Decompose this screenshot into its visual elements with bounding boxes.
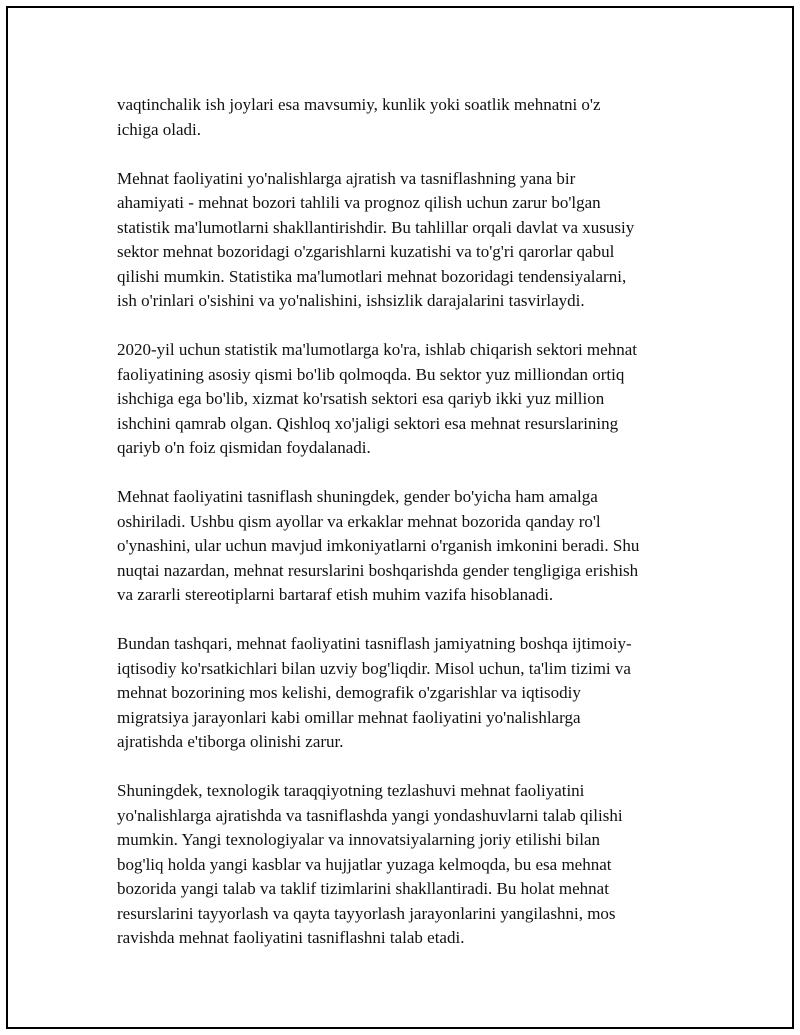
text-line: migratsiya jarayonlari kabi omillar mehnat faoliyatini yo'nalishlarga [117,707,581,727]
document-body [117,93,687,975]
text-line: resurslarini tayyorlash va qayta tayyorlash jarayonlarini yangilashni, mos [117,903,616,923]
text-line: ajratishda e'tiborga olinishi zarur. [117,732,344,751]
text-line: sektor mehnat bozoridagi o'zgarishlarni kuzatishi va to'g'ri qarorlar qabul [117,242,615,261]
text-line: vaqtinchalik ish joylari esa mavsumiy, kunlik yoki soatlik mehnatni o'z [117,95,601,114]
text-line: statistik ma'lumotlarni shakllantirishdir. Bu tahlillar orqali davlat va xususiy [117,217,635,237]
text-line: qilishi mumkin. Statistika ma'lumotlari mehnat bozoridagi tendensiyalarni, [117,266,627,286]
text-line: ravishda mehnat faoliyatini tasniflashni talab etadi. [117,928,465,947]
text-line: va zararli stereotiplarni bartaraf etish muhim vazifa hisoblanadi. [117,585,554,604]
text-line: mehnat bozorining mos kelishi, demografik o'zgarishlar va iqtisodiy [117,683,581,702]
text-line: Mehnat faoliyatini tasniflash shuningdek, gender bo'yicha ham amalga [117,487,598,506]
text-line: qariyb o'n foiz qismidan foydalanadi. [117,438,371,457]
paragraph-4 [117,485,687,608]
text-line: 2020-yil uchun statistik ma'lumotlarga ko'ra, ishlab chiqarish sektori mehnat [117,340,637,359]
text-line: ishchini qamrab olgan. Qishloq xo'jaligi sektori esa mehnat resurslarining [117,413,619,433]
text-line: bog'liq holda yangi kasblar va hujjatlar yuzaga kelmoqda, bu esa mehnat [117,854,612,874]
paragraph-6 [117,779,687,951]
text-line: yo'nalishlarga ajratishda va tasniflashda yangi yondashuvlarni talab qilishi [117,805,623,825]
paragraph-2 [117,167,687,314]
text-line: ichiga oladi. [117,119,202,139]
text-line: Shuningdek, texnologik taraqqiyotning tezlashuvi mehnat faoliyatini [117,781,585,800]
text-line: nuqtai nazardan, mehnat resurslarini boshqarishda gender tengligiga erishish [117,560,639,580]
text-line: iqtisodiy ko'rsatkichlari bilan uzviy bog'liqdir. Misol uchun, ta'lim tizimi va [117,658,631,678]
text-line: Bundan tashqari, mehnat faoliyatini tasniflash jamiyatning boshqa ijtimoiy- [117,634,632,653]
paragraph-5 [117,632,687,755]
text-line: oshiriladi. Ushbu qism ayollar va erkaklar mehnat bozorida qanday ro'l [117,511,601,531]
text-line: o'ynashini, ular uchun mavjud imkoniyatlarni o'rganish imkonini beradi. Shu [117,536,640,555]
text-line: ahamiyati - mehnat bozori tahlili va prognoz qilish uchun zarur bo'lgan [117,193,601,212]
text-line: Mehnat faoliyatini yo'nalishlarga ajratish va tasniflashning yana bir [117,168,576,188]
text-line: bozorida yangi talab va taklif tizimlarini shakllantiradi. Bu holat mehnat [117,879,609,898]
text-line: ishchiga ega bo'lib, xizmat ko'rsatish sektori esa qariyb ikki yuz million [117,389,605,408]
text-line: faoliyatining asosiy qismi bo'lib qolmoqda. Bu sektor yuz milliondan ortiq [117,364,625,384]
paragraph-1 [117,93,687,142]
paragraph-3 [117,338,687,461]
text-line: ish o'rinlari o'sishini va yo'nalishini, ishsizlik darajalarini tasvirlaydi. [117,291,585,310]
text-line: mumkin. Yangi texnologiyalar va innovatsiyalarning joriy etilishi bilan [117,830,601,849]
